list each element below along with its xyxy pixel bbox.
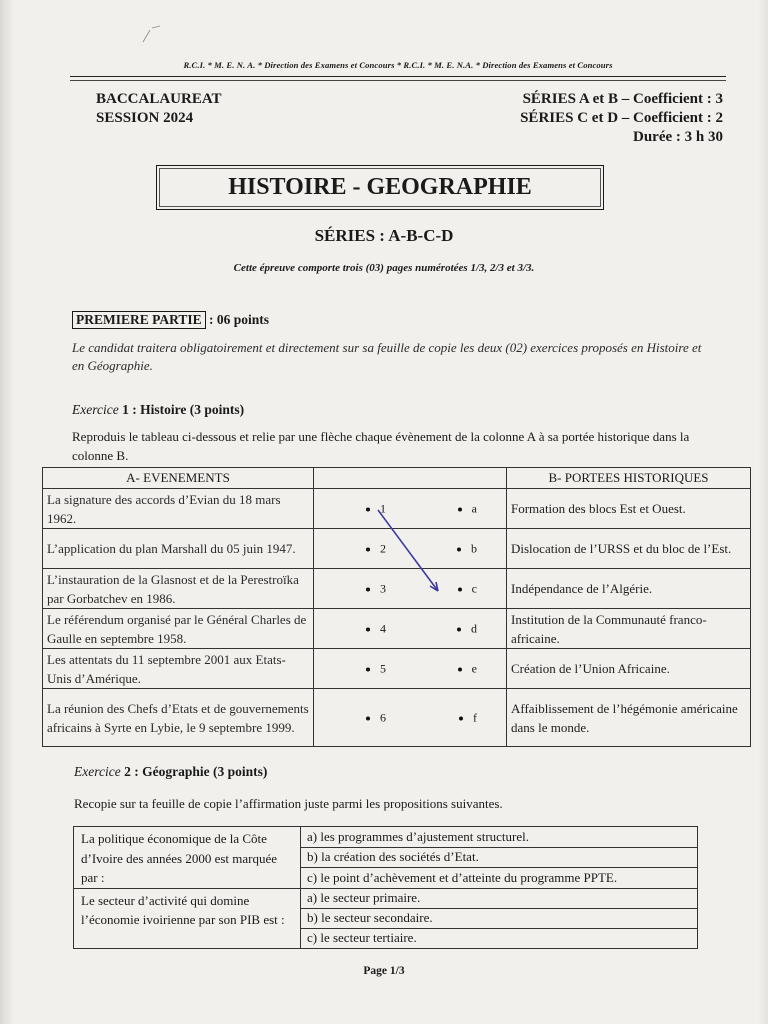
bullet-icon [366, 547, 370, 551]
paper-edge-right [758, 0, 768, 1024]
link-cell [314, 569, 507, 609]
col-mid-header [314, 468, 507, 489]
event-cell: Le référendum organisé par le Général Charles de Gaulle en septembre 1958. [43, 609, 314, 649]
option-cell: c) le point d’achèvement et d’atteinte du programme PPTE. [301, 868, 698, 889]
bullet-icon [457, 547, 461, 551]
part-heading [72, 311, 269, 329]
event-number: 6 [380, 710, 386, 724]
bullet-icon [366, 667, 370, 671]
exercise2-word: Exercice [74, 764, 121, 779]
table-row [43, 649, 751, 689]
option-cell: a) les programmes d’ajustement structurel. [301, 827, 698, 848]
event-cell: L’application du plan Marshall du 05 juin 1947. [43, 529, 314, 569]
link-cell [314, 689, 507, 747]
mcq-table [73, 826, 698, 949]
exercise1-heading [72, 402, 244, 418]
bullet-icon [457, 627, 461, 631]
coefficient-ab: SÉRIES A et B – Coefficient : 3 [522, 91, 723, 107]
exercise2-instruction: Recopie sur ta feuille de copie l’affirmation juste parmi les propositions suivantes. [74, 796, 503, 811]
portee-letter: c [471, 581, 477, 595]
portee-cell: Dislocation de l’URSS et du bloc de l’Est. [507, 529, 751, 569]
link-cell [314, 529, 507, 569]
event-cell: L’instauration de la Glasnost et de la Perestroïka par Gorbatchev en 1986. [43, 569, 314, 609]
header-rule-thin [70, 80, 726, 81]
portee-cell: Affaiblissement de l’hégémonie américaine dans le monde. [507, 689, 751, 747]
col-a-header: A- EVENEMENTS [43, 468, 314, 489]
portee-cell: Institution de la Communauté franco-africaine. [507, 609, 751, 649]
bullet-icon [459, 716, 463, 720]
header-rule [70, 76, 726, 77]
portee-cell: Indépendance de l’Algérie. [507, 569, 751, 609]
portee-letter: a [471, 501, 477, 515]
link-cell [314, 609, 507, 649]
event-number: 4 [380, 621, 386, 635]
table-row [43, 489, 751, 529]
bullet-icon [458, 667, 462, 671]
paper-edge-shadow [0, 0, 14, 1024]
exam-name: BACCALAUREAT [96, 91, 222, 107]
bullet-icon [458, 587, 462, 591]
coefficient-cd: SÉRIES C et D – Coefficient : 2 [520, 110, 723, 126]
exam-duration: Durée : 3 h 30 [633, 129, 723, 145]
exam-info-left [96, 90, 222, 128]
table-row [74, 888, 698, 908]
exercise1-instruction: Reproduis le tableau ci-dessous et relie par une flèche chaque évènement de la colonne A à sa portée historique dans la colonne B. [72, 429, 690, 463]
bullet-icon [366, 507, 370, 511]
bullet-icon [366, 716, 370, 720]
exam-info-right [520, 90, 723, 147]
portee-cell: Formation des blocs Est et Ouest. [507, 489, 751, 529]
bullet-icon [366, 627, 370, 631]
question-cell: La politique économique de la Côte d’Ivoire des années 2000 est marquée par : [74, 827, 301, 889]
event-number: 3 [380, 581, 386, 595]
portee-letter: e [471, 661, 477, 675]
table-row [43, 569, 751, 609]
portee-cell: Création de l’Union Africaine. [507, 649, 751, 689]
part-points: : 06 points [205, 312, 270, 327]
part-instruction: Le candidat traitera obligatoirement et directement sur sa feuille de copie les deux (02) exercices proposés en Histoire et en Géographie. [72, 340, 702, 373]
event-number: 5 [380, 661, 386, 675]
exercise1-word: Exercice [72, 402, 119, 417]
option-cell: c) le secteur tertiaire. [301, 928, 698, 948]
option-cell: a) le secteur primaire. [301, 888, 698, 908]
col-b-header: B- PORTEES HISTORIQUES [507, 468, 751, 489]
ministry-banner: R.C.I. * M. E. N. A. * Direction des Examens et Concours * R.C.I. * M. E. N.A. * Direction des Examens et Concours [183, 60, 613, 70]
table-row [43, 689, 751, 747]
option-cell: b) la création des sociétés d’Etat. [301, 847, 698, 868]
bullet-icon [366, 587, 370, 591]
exercise1-title: 1 : Histoire (3 points) [118, 402, 245, 417]
matching-table [42, 467, 751, 747]
question-cell: Le secteur d’activité qui domine l’économie ivoirienne par son PIB est : [74, 888, 301, 948]
part-label-box: PREMIERE PARTIE [72, 311, 206, 329]
event-cell: La signature des accords d’Evian du 18 mars 1962. [43, 489, 314, 529]
portee-letter: d [471, 621, 477, 635]
subject-title: HISTOIRE - GEOGRAPHIE [156, 165, 604, 210]
event-cell: La réunion des Chefs d’Etats et de gouvernements africains à Syrte en Lybie, le 9 septembre 1999. [43, 689, 314, 747]
event-cell: Les attentats du 11 septembre 2001 aux Etats-Unis d’Amérique. [43, 649, 314, 689]
portee-letter: f [473, 710, 477, 724]
pen-mark [140, 24, 170, 46]
page-number: Page 1/3 [363, 965, 405, 977]
table-row [74, 827, 698, 848]
event-number: 2 [380, 541, 386, 555]
page-count-note: Cette épreuve comporte trois (03) pages numérotées 1/3, 2/3 et 3/3. [233, 262, 535, 274]
series-label: SÉRIES : A-B-C-D [314, 226, 454, 245]
table-row [43, 609, 751, 649]
table-row [43, 529, 751, 569]
bullet-icon [458, 507, 462, 511]
event-number: 1 [380, 501, 386, 515]
exercise2-title: 2 : Géographie (3 points) [120, 764, 268, 779]
exercise2-heading [74, 764, 267, 780]
exam-session: SESSION 2024 [96, 110, 194, 126]
portee-letter: b [471, 541, 477, 555]
link-cell [314, 649, 507, 689]
option-cell: b) le secteur secondaire. [301, 908, 698, 928]
link-cell [314, 489, 507, 529]
